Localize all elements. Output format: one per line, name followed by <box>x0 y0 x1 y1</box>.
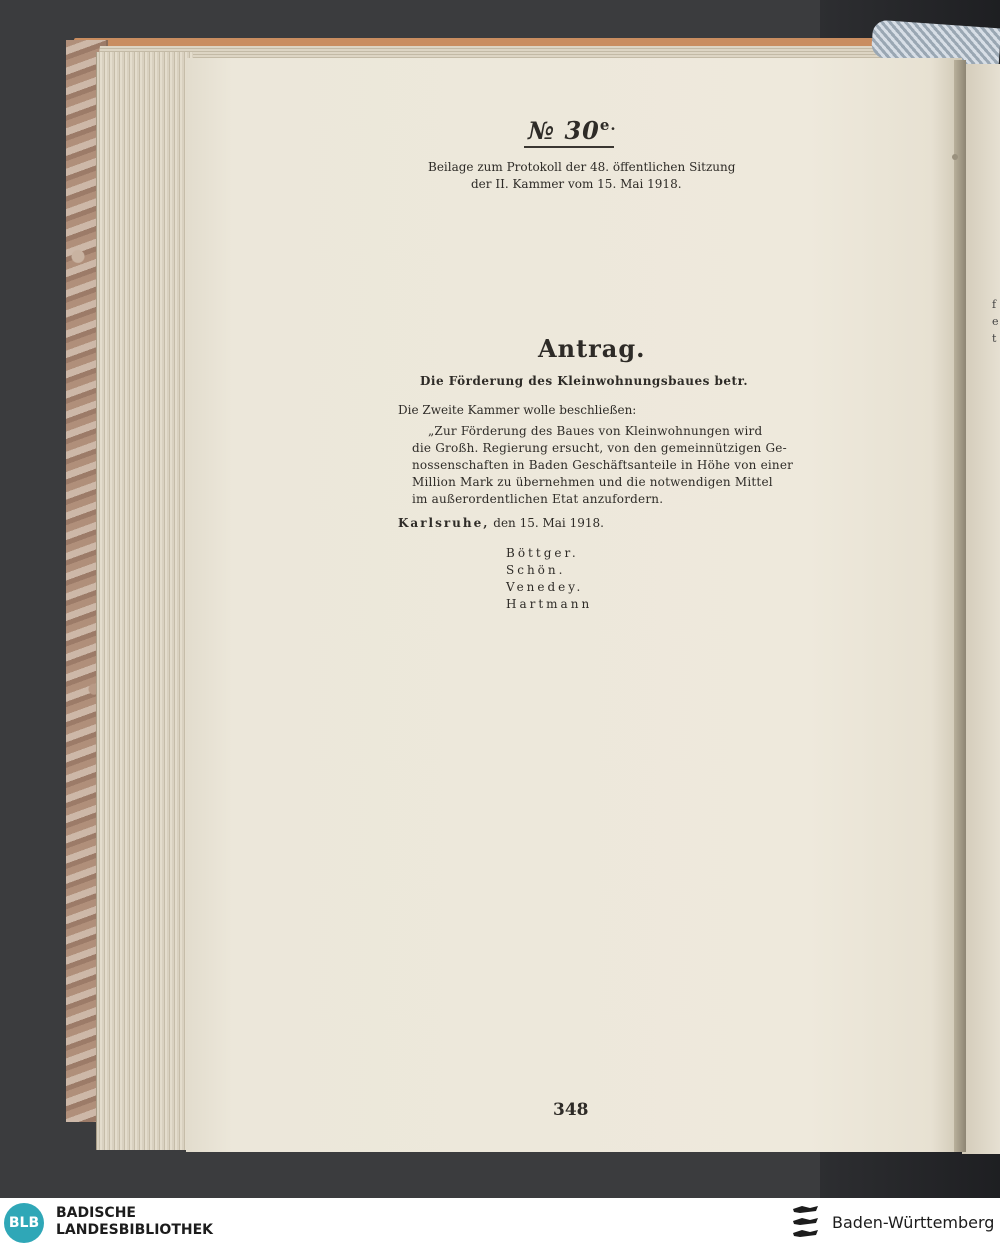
subheading-line-2: der II. Kammer vom 15. Mai 1918. <box>471 177 682 191</box>
state-name[interactable]: Baden-Württemberg <box>832 1213 995 1232</box>
document-subtitle: Die Förderung des Kleinwohnungsbaues betr. <box>420 374 749 388</box>
intro-line: Die Zweite Kammer wolle beschließen: <box>398 403 637 417</box>
signature: Böttger. <box>506 546 579 560</box>
place-name: Karlsruhe, <box>398 516 490 530</box>
signature: Hartmann <box>506 597 593 611</box>
page-number: 348 <box>553 1100 589 1120</box>
document-number: № $30^{e.}$ <box>528 116 617 145</box>
body-line: nossenschaften in Baden Geschäftsanteile in Höhe von einer <box>412 458 794 472</box>
body-line: im außerordentlichen Etat anzufordern. <box>412 492 664 506</box>
paper-mark <box>952 154 958 160</box>
facing-page <box>962 64 1000 1154</box>
library-name-line-1: BADISCHE <box>56 1205 136 1221</box>
signature: Venedey. <box>506 580 584 594</box>
book-gutter <box>954 60 966 1152</box>
body-line: „Zur Förderung des Baues von Kleinwohnungen wird <box>428 424 763 438</box>
date: den 15. Mai 1918. <box>493 516 604 530</box>
subheading-line-1: Beilage zum Protokoll der 48. öffentlichen Sitzung <box>428 160 736 174</box>
baden-wuerttemberg-lions-icon[interactable] <box>790 1203 822 1243</box>
body-line: die Großh. Regierung ersucht, von den gemeinnützigen Ge- <box>412 441 787 455</box>
facing-page-text: f e t <box>992 298 999 345</box>
document-title: Antrag. <box>538 334 646 363</box>
library-name-line-2: LANDESBIBLIOTHEK <box>56 1222 214 1238</box>
header-underline <box>524 146 614 148</box>
body-line: Million Mark zu übernehmen und die notwendigen Mittel <box>412 475 773 489</box>
place-date-line <box>398 516 604 530</box>
signature: Schön. <box>506 563 566 577</box>
blb-logo-icon[interactable]: BLB <box>4 1203 44 1243</box>
library-name[interactable] <box>56 1205 213 1239</box>
document-number-suffix: e. <box>599 116 617 134</box>
page-stack-edge <box>96 52 193 1150</box>
